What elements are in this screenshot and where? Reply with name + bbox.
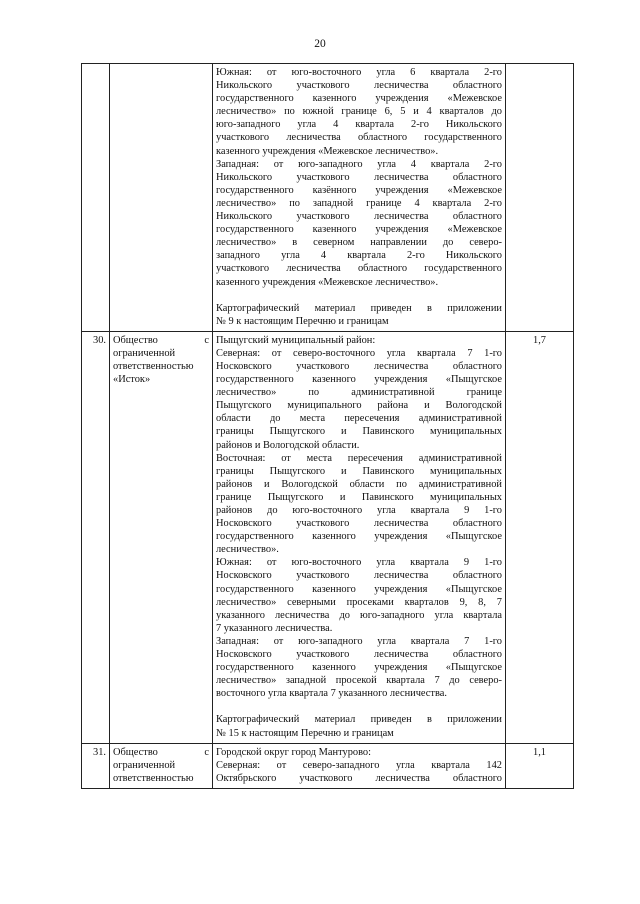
description-line: Носковского участкового лесничества областного	[216, 360, 502, 372]
area-value: 1,1	[506, 743, 574, 788]
description-line: казенного учреждения «Межевское лесничество».	[216, 276, 439, 288]
organization-line: Общество с	[113, 746, 209, 758]
description-line: восточного угла квартала 7 указанного лесничества.	[216, 688, 447, 700]
organization-cell	[110, 743, 213, 788]
description-line: лесничество» по западной границе 4 квартала 2-го	[216, 197, 502, 209]
description-line: государственного казенного учреждения «Межевское	[216, 224, 502, 236]
table-body	[82, 64, 574, 789]
description-line: Октябрьского участкового лесничества областного	[216, 772, 502, 784]
description-line: границе Пыщугского и Павинского муниципальных	[216, 491, 502, 503]
table-row	[82, 331, 574, 743]
organization-cell	[110, 331, 213, 743]
description-line: Пыщугский муниципальный район:	[216, 334, 376, 346]
row-number	[82, 64, 110, 332]
organization-line: ответственностью	[113, 360, 194, 372]
description-line: государственного казенного учреждения «Пыщугское	[216, 531, 502, 543]
organization-line: «Исток»	[113, 374, 151, 386]
organization-cell	[110, 64, 213, 332]
description-line: указанного лесничества до юго-западного угла квартала	[216, 609, 502, 621]
description-line: лесничество» в северном направлении до северо-	[216, 237, 502, 249]
description-line: Городской округ город Мантурово:	[216, 746, 371, 758]
organization-line: ограниченной	[113, 759, 176, 771]
description-line: Северная: от северо-западного угла квартала 142	[216, 759, 502, 771]
description-line: казенного учреждения «Межевское лесничество».	[216, 145, 439, 157]
description-line: Восточная: от места пересечения административной	[216, 452, 502, 464]
description-line: государственного казённого учреждения «Межевское	[216, 184, 502, 196]
description-line: лесничество» по южной границе 6, 5 и 4 кварталов до	[216, 106, 502, 118]
description-line: государственного казенного учреждения «Пыщугское	[216, 583, 502, 595]
description-line: Северная: от северо-восточного угла квартала 7 1-го	[216, 347, 502, 359]
organization-line: ответственностью	[113, 772, 194, 784]
description-line: Носковского участкового лесничества областного	[216, 570, 502, 582]
boundary-description-cell	[213, 64, 506, 332]
description-line	[216, 289, 502, 302]
description-line: Никольского участкового лесничества областного	[216, 211, 502, 223]
description-line: границы Пыщугского и Павинского муниципальных	[216, 426, 502, 438]
organization-line: Общество с	[113, 334, 209, 346]
description-line: Пыщугского муниципального района и Вологодской	[216, 400, 502, 412]
description-line: № 9 к настоящим Перечню и границам	[216, 315, 389, 327]
description-line: районов и Вологодской области.	[216, 439, 360, 451]
boundary-description-cell	[213, 331, 506, 743]
row-number: 31.	[82, 743, 110, 788]
description-line: юго-западного угла 4 квартала 2-го Никольского	[216, 119, 502, 131]
description-line: участкового лесничества областного государственного	[216, 132, 502, 144]
description-line: лесничество» по административной границе	[216, 387, 502, 399]
organization-line: ограниченной	[113, 347, 176, 359]
description-line: государственного казенного учреждения «Пыщугское	[216, 374, 502, 386]
description-line: Южная: от юго-восточного угла квартала 9 1-го	[216, 557, 502, 569]
description-line: районов до юго-восточного угла квартала 9 1-го	[216, 505, 502, 516]
area-value: 1,7	[506, 331, 574, 743]
description-line: участкового лесничества областного государственного	[216, 263, 502, 275]
description-line: государственного казенного учреждения «Межевское	[216, 93, 502, 105]
description-line: Никольского участкового лесничества областного	[216, 80, 502, 92]
area-value	[506, 64, 574, 332]
description-line: Носковского участкового лесничества областного	[216, 649, 502, 661]
table-row	[82, 743, 574, 788]
description-line: 7 указанного лесничества.	[216, 622, 333, 634]
boundaries-table	[81, 63, 574, 789]
description-line: № 15 к настоящим Перечню и границам	[216, 727, 394, 739]
table-row	[82, 64, 574, 332]
description-line: Никольского участкового лесничества областного	[216, 171, 502, 183]
page-number: 20	[314, 38, 326, 50]
description-line: Западная: от юго-западного угла 4 квартала 2-го	[216, 158, 502, 170]
description-line: Южная: от юго-восточного угла 6 квартала 2-го	[216, 67, 502, 78]
description-line: государственного казенного учреждения «Пыщугское	[216, 662, 502, 674]
description-line: Картографический материал приведен в приложении	[216, 714, 502, 726]
boundary-description-cell	[213, 743, 506, 788]
description-line: границы Пыщугского и Павинского муниципальных	[216, 465, 502, 477]
row-number: 30.	[82, 331, 110, 743]
description-line: Картографический материал приведен в приложении	[216, 302, 502, 314]
description-line	[216, 700, 502, 713]
description-line: лесничество».	[216, 544, 279, 556]
description-line: области до места пересечения административной	[216, 413, 502, 425]
description-line: Западная: от юго-западного угла квартала 7 1-го	[216, 635, 502, 647]
description-line: западного угла 4 квартала 2-го Никольского	[216, 250, 502, 262]
description-line: лесничество» северными просеками кварталов 9, 8, 7	[216, 596, 502, 608]
description-line: лесничество» западной просекой квартала 7 до северо-	[216, 675, 502, 687]
description-line: Носковского участкового лесничества областного	[216, 518, 502, 530]
description-line: районов и Вологодской области по административной	[216, 478, 502, 490]
